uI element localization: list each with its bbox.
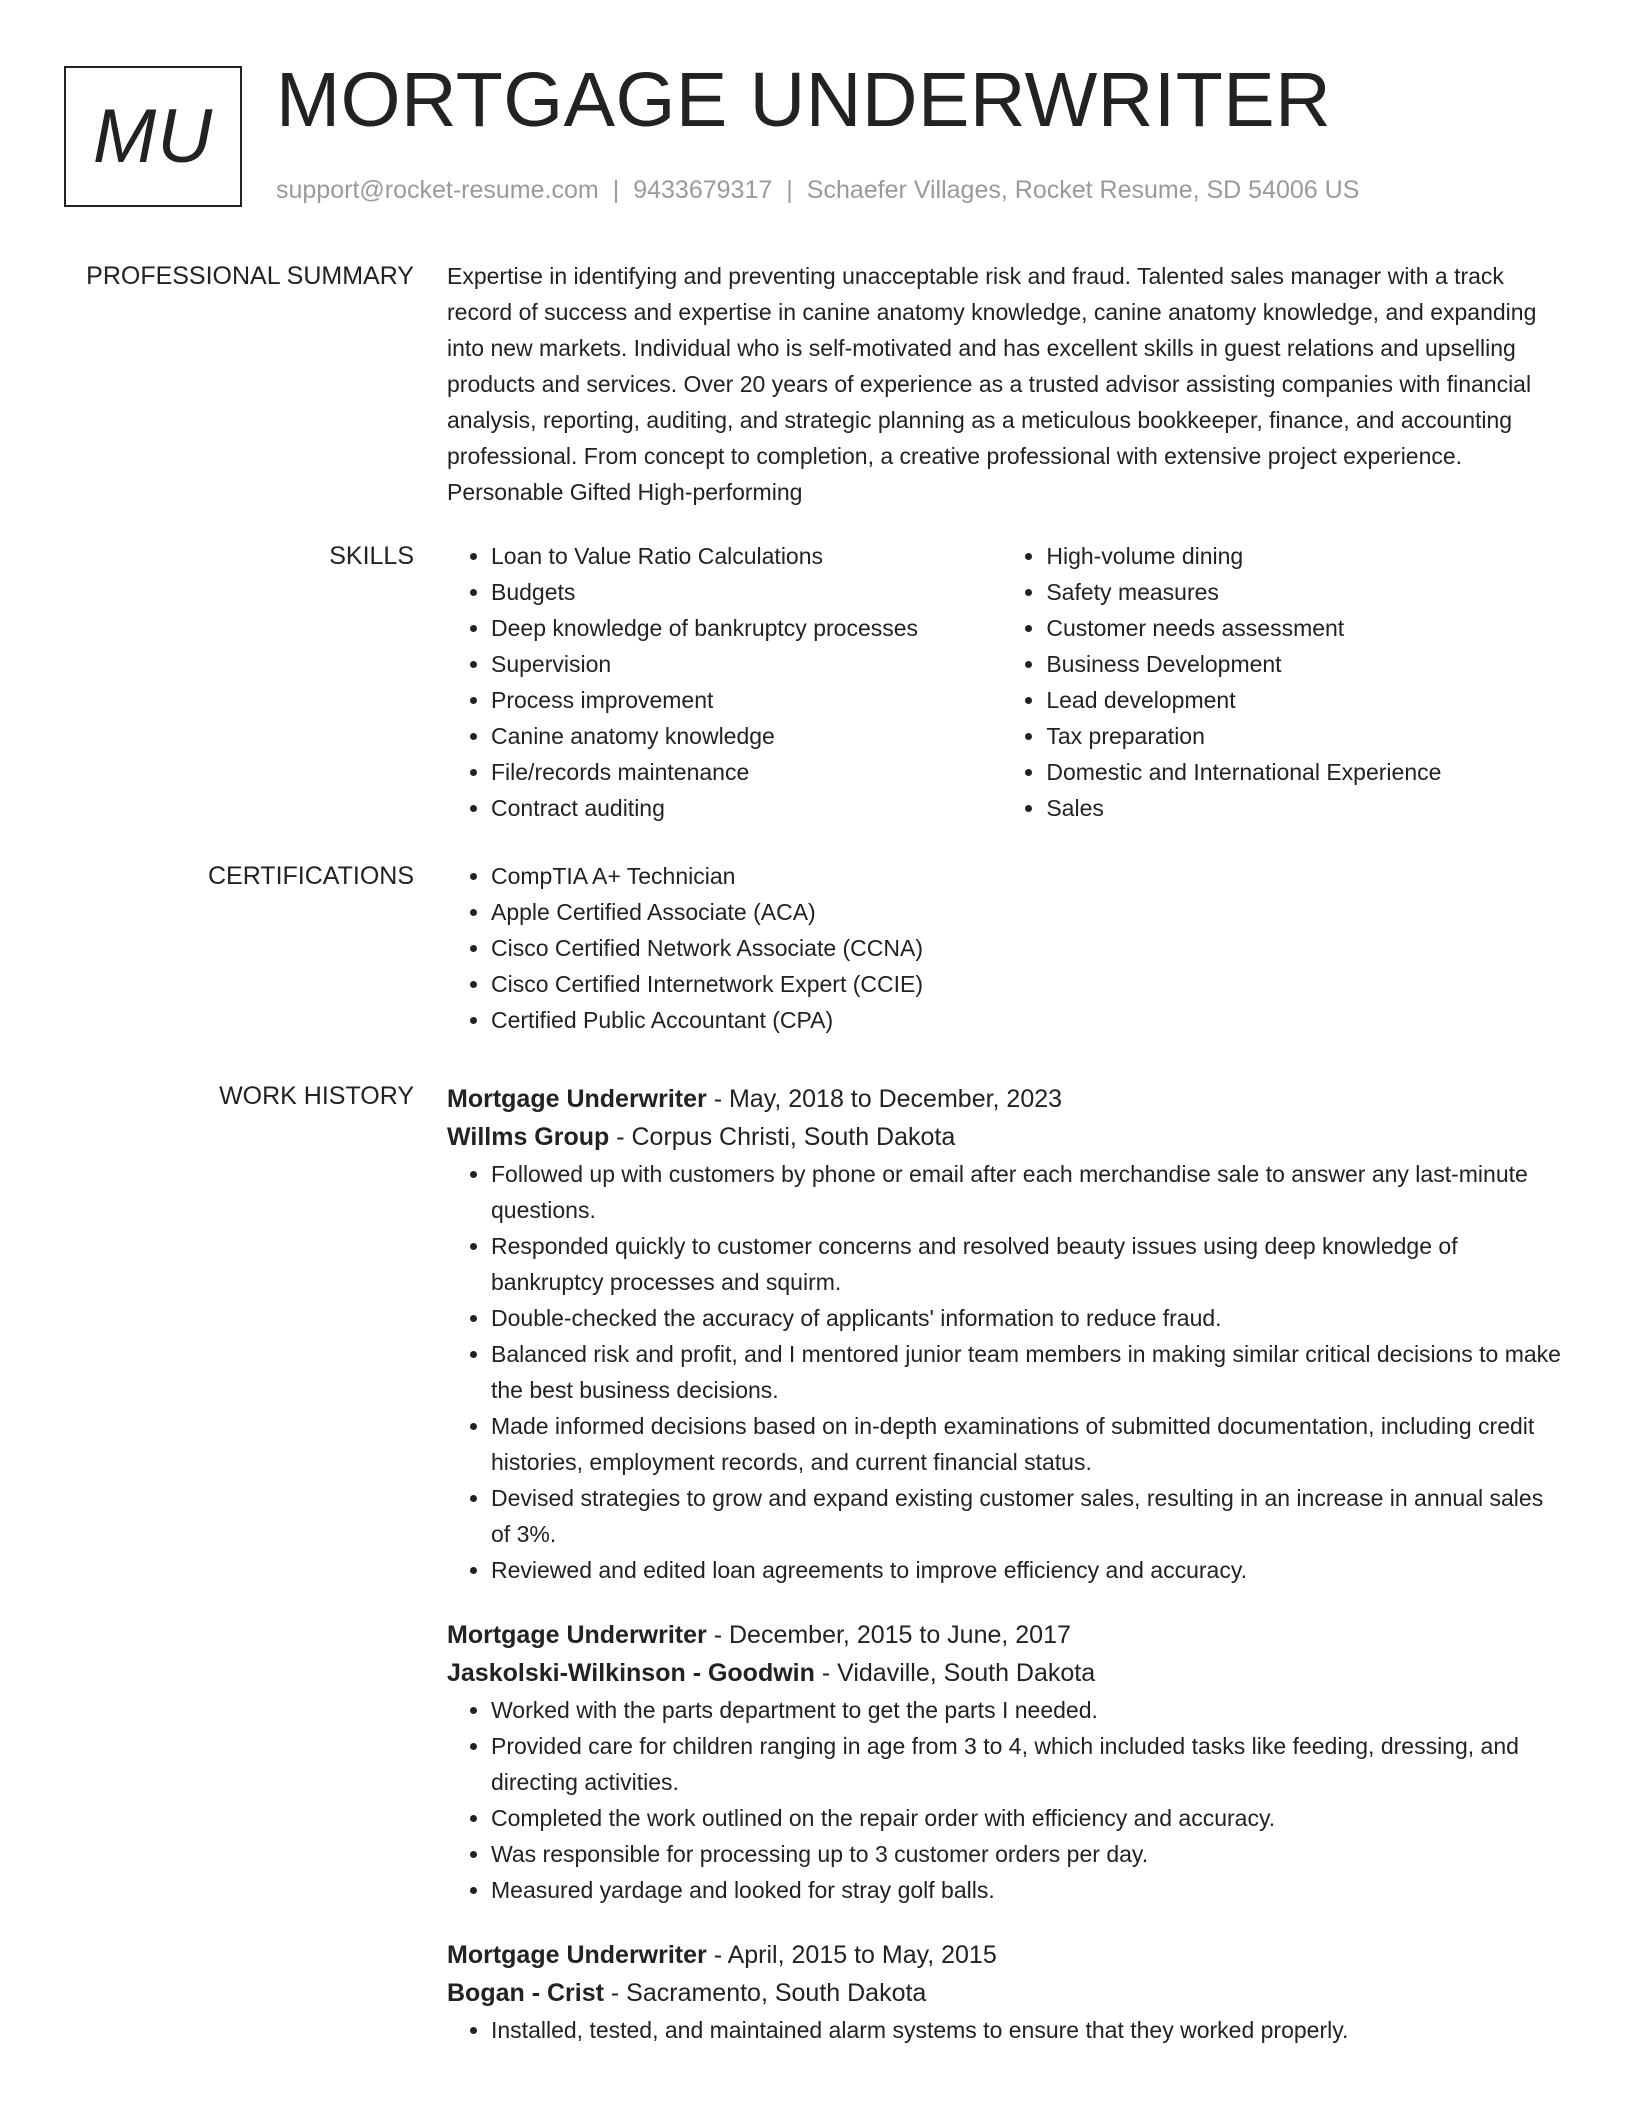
job-bullets — [447, 1692, 1567, 1908]
skill-item: • Lead development — [1046, 682, 1567, 718]
work-history-body — [447, 1080, 1567, 2048]
skill-item: • Supervision — [491, 646, 1002, 682]
job-dates: - December, 2015 to June, 2017 — [706, 1621, 1071, 1649]
job-bullet: • Measured yardage and looked for stray golf balls. — [491, 1872, 1567, 1908]
skill-item: • Loan to Value Ratio Calculations — [491, 538, 1002, 574]
job-bullets — [447, 1156, 1567, 1588]
skill-item: • Deep knowledge of bankruptcy processes — [491, 610, 1002, 646]
job-location: - Vidaville, South Dakota — [814, 1659, 1096, 1687]
section-title-skills: SKILLS — [329, 542, 414, 570]
monogram: MU — [92, 94, 214, 179]
job-bullet: • Followed up with customers by phone or email after each merchandise sale to answer any last-minute questions. — [491, 1156, 1567, 1228]
certification-item: • Apple Certified Associate (ACA) — [491, 894, 1567, 930]
contact-address: Schaefer Villages, Rocket Resume, SD 54006 US — [806, 176, 1360, 204]
job-company-line — [447, 1654, 1567, 1692]
job-role: Mortgage Underwriter — [447, 1085, 707, 1113]
skill-item: • Business Development — [1046, 646, 1567, 682]
section-title-summary: PROFESSIONAL SUMMARY — [86, 262, 414, 290]
job-dates: - May, 2018 to December, 2023 — [706, 1085, 1063, 1113]
job-bullet: • Provided care for children ranging in age from 3 to 4, which included tasks like feeding, dressing, and directing activities. — [491, 1728, 1567, 1800]
job-company-line — [447, 1118, 1567, 1156]
job-role-line — [447, 1080, 1567, 1118]
job-bullet: • Devised strategies to grow and expand existing customer sales, resulting in an increase in annual sales of 3%. — [491, 1480, 1567, 1552]
skill-item: • Domestic and International Experience — [1046, 754, 1567, 790]
job-location: - Sacramento, South Dakota — [603, 1979, 927, 2007]
certification-item: • Cisco Certified Network Associate (CCNA) — [491, 930, 1567, 966]
section-title-certifications: CERTIFICATIONS — [207, 862, 414, 890]
section-title-work-history: WORK HISTORY — [219, 1082, 414, 1110]
certification-item: • Certified Public Accountant (CPA) — [491, 1002, 1567, 1038]
job-company: Jaskolski-Wilkinson - Goodwin — [447, 1659, 815, 1687]
skills-list-left — [447, 538, 1002, 826]
job-entry — [447, 1936, 1567, 2048]
monogram-box — [64, 66, 242, 207]
contact-email: support@rocket-resume.com — [276, 176, 599, 204]
skill-item: • Sales — [1046, 790, 1567, 826]
job-bullet: • Completed the work outlined on the repair order with efficiency and accuracy. — [491, 1800, 1567, 1836]
job-dates: - April, 2015 to May, 2015 — [706, 1941, 997, 1969]
certification-item: • Cisco Certified Internetwork Expert (CCIE) — [491, 966, 1567, 1002]
skills-list-right — [1002, 538, 1567, 826]
skill-item: • Tax preparation — [1046, 718, 1567, 754]
job-bullet: • Made informed decisions based on in-depth examinations of submitted documentation, including credit histories, employment records, and current financial status. — [491, 1408, 1567, 1480]
job-bullet: • Worked with the parts department to get the parts I needed. — [491, 1692, 1567, 1728]
job-bullet: • Responded quickly to customer concerns and resolved beauty issues using deep knowledge of bankruptcy processes and squirm. — [491, 1228, 1567, 1300]
job-role-line — [447, 1616, 1567, 1654]
job-entry — [447, 1616, 1567, 1908]
skill-item: • Canine anatomy knowledge — [491, 718, 1002, 754]
skill-item: • High-volume dining — [1046, 538, 1567, 574]
skills-columns — [447, 538, 1567, 826]
skill-item: • Safety measures — [1046, 574, 1567, 610]
job-bullets — [447, 2012, 1567, 2048]
job-company: Willms Group — [447, 1123, 610, 1151]
contact-separator: | — [612, 176, 620, 204]
job-bullet: • Reviewed and edited loan agreements to improve efficiency and accuracy. — [491, 1552, 1567, 1588]
contact-separator: | — [786, 176, 793, 204]
certifications-list — [447, 858, 1567, 1038]
job-location: - Corpus Christi, South Dakota — [609, 1123, 956, 1151]
skill-item: • Customer needs assessment — [1046, 610, 1567, 646]
certifications-body — [447, 858, 1567, 1038]
job-bullet: • Was responsible for processing up to 3 customer orders per day. — [491, 1836, 1567, 1872]
resume-name: MORTGAGE UNDERWRITER — [276, 57, 1332, 143]
job-role-line — [447, 1936, 1567, 1974]
job-company-line — [447, 1974, 1567, 2012]
job-company: Bogan - Crist — [447, 1979, 604, 2007]
job-role: Mortgage Underwriter — [447, 1621, 707, 1649]
skill-item: • Process improvement — [491, 682, 1002, 718]
contact-phone: 9433679317 — [633, 176, 773, 204]
skill-item: • File/records maintenance — [491, 754, 1002, 790]
skill-item: • Budgets — [491, 574, 1002, 610]
job-bullet: • Balanced risk and profit, and I mentored junior team members in making similar critical decisions to make the best business decisions. — [491, 1336, 1567, 1408]
skill-item: • Contract auditing — [491, 790, 1002, 826]
contact-line — [276, 176, 1359, 205]
job-bullet: • Installed, tested, and maintained alarm systems to ensure that they worked properly. — [491, 2012, 1567, 2048]
job-entry — [447, 1080, 1567, 1588]
summary-body — [447, 258, 1567, 510]
certification-item: • CompTIA A+ Technician — [491, 858, 1567, 894]
summary-text: Expertise in identifying and preventing unacceptable risk and fraud. Talented sales manager with a track record of success and expertise in canine anatomy knowledge, canine anatomy knowledge, and expanding into new markets. Individual who is self-motivated and has excellent skills in guest relations and upselling products and services. Over 20 years of experience as a trusted advisor assisting companies with financial analysis, reporting, auditing, and strategic planning as a meticulous bookkeeper, finance, and accounting professional. From concept to completion, a creative professional with extensive project experience. Personable Gifted High-performing — [447, 263, 1537, 505]
job-role: Mortgage Underwriter — [447, 1941, 707, 1969]
job-bullet: • Double-checked the accuracy of applicants' information to reduce fraud. — [491, 1300, 1567, 1336]
